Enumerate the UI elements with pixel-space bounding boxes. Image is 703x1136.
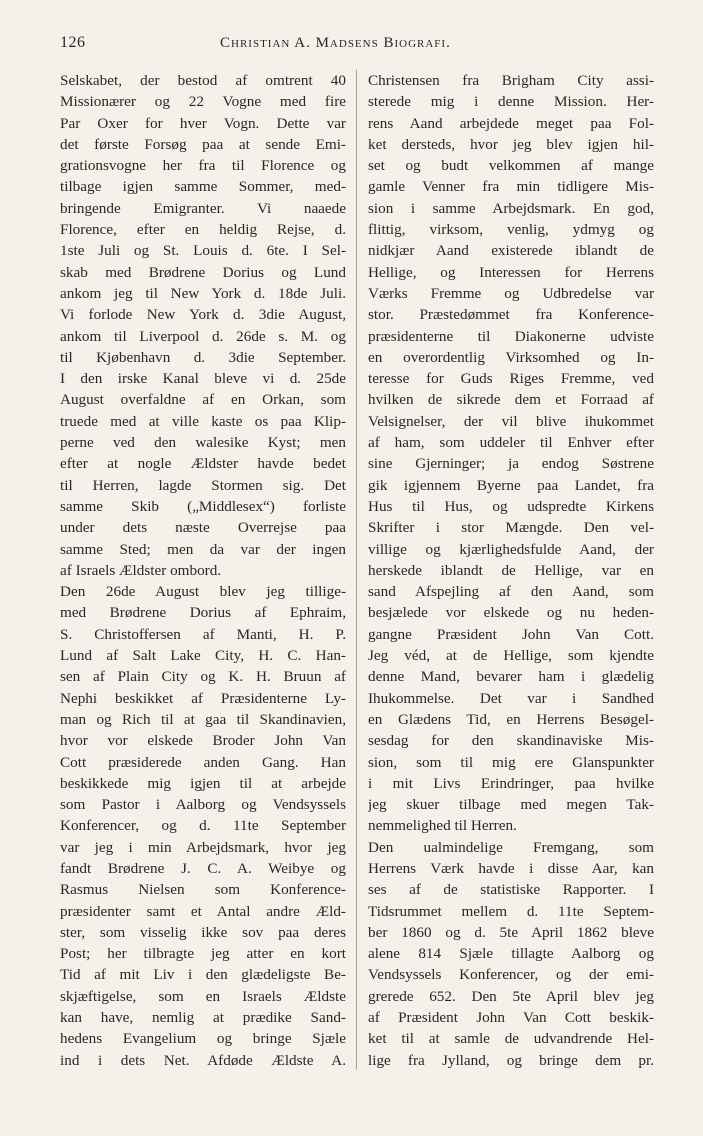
text-line: Florence, efter en heldig Rejse, d. [60, 221, 346, 239]
text-line: Herrens Værk havde i disse Aar, kan [368, 859, 654, 877]
text-line: skjæftigelse, som en Israels Ældste [60, 987, 346, 1005]
left-column [60, 70, 346, 1071]
column-divider [356, 70, 357, 1070]
text-line: samme Skib („Middlesex“) forliste [60, 497, 346, 515]
text-line: Velsignelser, der vil blive ihukommet [368, 412, 654, 430]
text-line: skab med Brødrene Dorius og Lund [60, 263, 346, 281]
text-line: sen af Plain City og K. H. Bruun af [60, 668, 346, 686]
text-line: I den irske Kanal bleve vi d. 25de [60, 370, 346, 388]
text-line: Vendsyssels Konferencer, og der emi- [368, 966, 654, 984]
text-line: samme Sted; men da var der ingen [60, 540, 346, 558]
text-line: præsidenterne til Diakonerne udviste [368, 327, 654, 345]
text-line: teresse for Guds Riges Fremme, ved [368, 370, 654, 388]
right-column [368, 70, 654, 1071]
text-line: nidkjær Aand existerede iblandt de [368, 242, 654, 260]
text-line: S. Christoffersen af Manti, H. P. [60, 625, 346, 643]
text-line: ankom til Liverpool d. 26de s. M. og [60, 327, 346, 345]
text-line: af ham, som uddeler til Enhver efter [368, 434, 654, 452]
text-line: sine Gjerninger; ja endog Søstrene [368, 455, 654, 473]
text-line: sion i samme Arbejdsmark. En god, [368, 199, 654, 217]
text-line: Den ualmindelige Fremgang, som [368, 838, 654, 856]
text-line: Nephi beskikket af Præsidenterne Ly- [60, 689, 346, 707]
text-line: en overordentlig Virksomhed og In- [368, 348, 654, 366]
text-line: ket dersteds, hvor jeg blev igjen hil- [368, 135, 654, 153]
text-line: Skrifter i stor Mængde. Den vel- [368, 519, 654, 537]
text-line: besjælede vor elskede og nu heden- [368, 604, 654, 622]
text-line: Par Oxer for hver Vogn. Dette var [60, 114, 346, 132]
text-line: ber 1860 og d. 5te April 1862 bleve [368, 923, 654, 941]
text-line: af Præsident John Van Cott beskik- [368, 1009, 654, 1027]
text-line: præsidenter samt et Antal andre Æld- [60, 902, 346, 920]
text-line: sterede mig i denne Mission. Her- [368, 93, 654, 111]
text-line: nemmelighed til Herren. [368, 817, 517, 835]
text-line: Hellige, og Interessen for Herrens [368, 263, 654, 281]
text-line: herskede iblandt de Hellige, var en [368, 561, 654, 579]
text-line: Christensen fra Brigham City assi- [368, 72, 654, 89]
text-line: truede med at ville kaste os paa Klip- [60, 412, 346, 430]
text-line: til Kjøbenhavn d. 3die September. [60, 348, 346, 366]
text-line: en Glædens Tid, en Herrens Besøgel- [368, 710, 654, 728]
text-line: Værks Fremme og Udbredelse var [368, 284, 654, 302]
text-line: grationsvogne her fra til Florence og [60, 157, 346, 175]
text-line: stor. Præstedømmet fra Konference- [368, 306, 654, 324]
text-line: gangne Præsident John Van Cott. [368, 625, 654, 643]
text-line: flittig, virksom, venlig, ydmyg og [368, 221, 654, 239]
text-line: det første Forsøg paa at sende Emi- [60, 135, 346, 153]
text-line: af Israels Ældster ombord. [60, 561, 222, 579]
text-line: ind i dets Net. Afdøde Ældste A. [60, 1051, 346, 1069]
text-line: kan have, nemlig at prædike Sand- [60, 1009, 346, 1027]
text-line: ket til at samle de udvandrende Hel- [368, 1030, 654, 1048]
text-line: i mit Livs Erindringer, paa hvilke [368, 774, 654, 792]
text-line: hvor vor elskede Broder John Van [60, 732, 346, 750]
text-line: rens Aand arbejdede meget paa Fol- [368, 114, 654, 132]
text-line: Tid af mit Liv i den glædeligste Be- [60, 966, 346, 984]
text-line: ster, som visselig ikke sov paa deres [60, 923, 346, 941]
text-line: grerede 652. Den 5te April blev jeg [368, 987, 654, 1005]
text-line: tilbage igjen samme Sommer, med- [60, 178, 346, 196]
text-line: beskikkede mig igjen til at arbejde [60, 774, 346, 792]
text-line: hvilken de sikrede dem et Forraad af [368, 391, 654, 409]
text-line: alene 814 Sjæle tillagte Aalborg og [368, 945, 654, 963]
text-line: Den 26de August blev jeg tillige- [60, 583, 346, 601]
text-line: ses af de statistiske Rapporter. I [368, 881, 654, 899]
text-line: gik igjennem Byerne paa Landet, fra [368, 476, 654, 494]
text-line: Jeg véd, at de Hellige, som kjendte [368, 647, 654, 665]
text-line: gamle Venner fra min tidligere Mis- [368, 178, 654, 196]
text-line: August overfaldne af en Orkan, som [60, 391, 346, 409]
text-line: Hus til Hus, og udspredte Kirkens [368, 497, 654, 515]
text-line: efter at nogle Ældster havde bedet [60, 455, 346, 473]
text-line: hedens Evangelium og bringe Sjæle [60, 1030, 346, 1048]
text-line: perne ved den walesike Kyst; men [60, 434, 346, 452]
text-line: sesdag for den skandinaviske Mis- [368, 732, 654, 750]
text-line: sion, som til mig ere Glanspunkter [368, 753, 654, 771]
text-line: Selskabet, der bestod af omtrent 40 [60, 72, 346, 89]
text-line: denne Mand, bevarer ham i glædelig [368, 668, 654, 686]
text-line: Cott præsiderede anden Gang. Han [60, 753, 346, 771]
text-line: Post; her tilbragte jeg atter en kort [60, 945, 346, 963]
text-line: Lund af Salt Lake City, H. C. Han- [60, 647, 346, 665]
text-line: Konferencer, og d. 11te September [60, 817, 346, 835]
text-line: bringende Emigranter. Vi naaede [60, 199, 346, 217]
text-line: sand Afspejling af den Aand, som [368, 583, 654, 601]
text-line: Missionærer og 22 Vogne med fire [60, 93, 346, 111]
text-line: villige og kjærlighedsfulde Aand, der [368, 540, 654, 558]
text-line: Vi forlode New York d. 3die August, [60, 306, 346, 324]
text-line: med Brødrene Dorius af Ephraim, [60, 604, 346, 622]
text-line: man og Rich til at gaa til Skandinavien, [60, 710, 346, 728]
text-line: fandt Brødrene J. C. A. Weibye og [60, 859, 346, 877]
text-line: set og budt velkommen af mange [368, 157, 654, 175]
text-line: lige fra Jylland, og bringe dem pr. [368, 1051, 654, 1069]
text-line: Ihukommelse. Det var i Sandhed [368, 689, 654, 707]
running-title: Christian A. Madsens Biografi. [220, 35, 451, 51]
text-line: jeg skuer tilbage med megen Tak- [368, 796, 654, 814]
text-line: som Pastor i Aalborg og Vendsyssels [60, 796, 346, 814]
text-line: under dets næste Overrejse paa [60, 519, 346, 537]
text-line: var jeg i min Arbejdsmark, hvor jeg [60, 838, 346, 856]
text-line: Rasmus Nielsen som Konference- [60, 881, 346, 899]
text-line: ankom jeg til New York d. 18de Juli. [60, 284, 346, 302]
page-number: 126 [60, 34, 86, 51]
text-line: til Herren, lagde Stormen sig. Det [60, 476, 346, 494]
text-line: Tidsrummet mellem d. 11te Septem- [368, 902, 654, 920]
text-line: 1ste Juli og St. Louis d. 6te. I Sel- [60, 242, 346, 260]
